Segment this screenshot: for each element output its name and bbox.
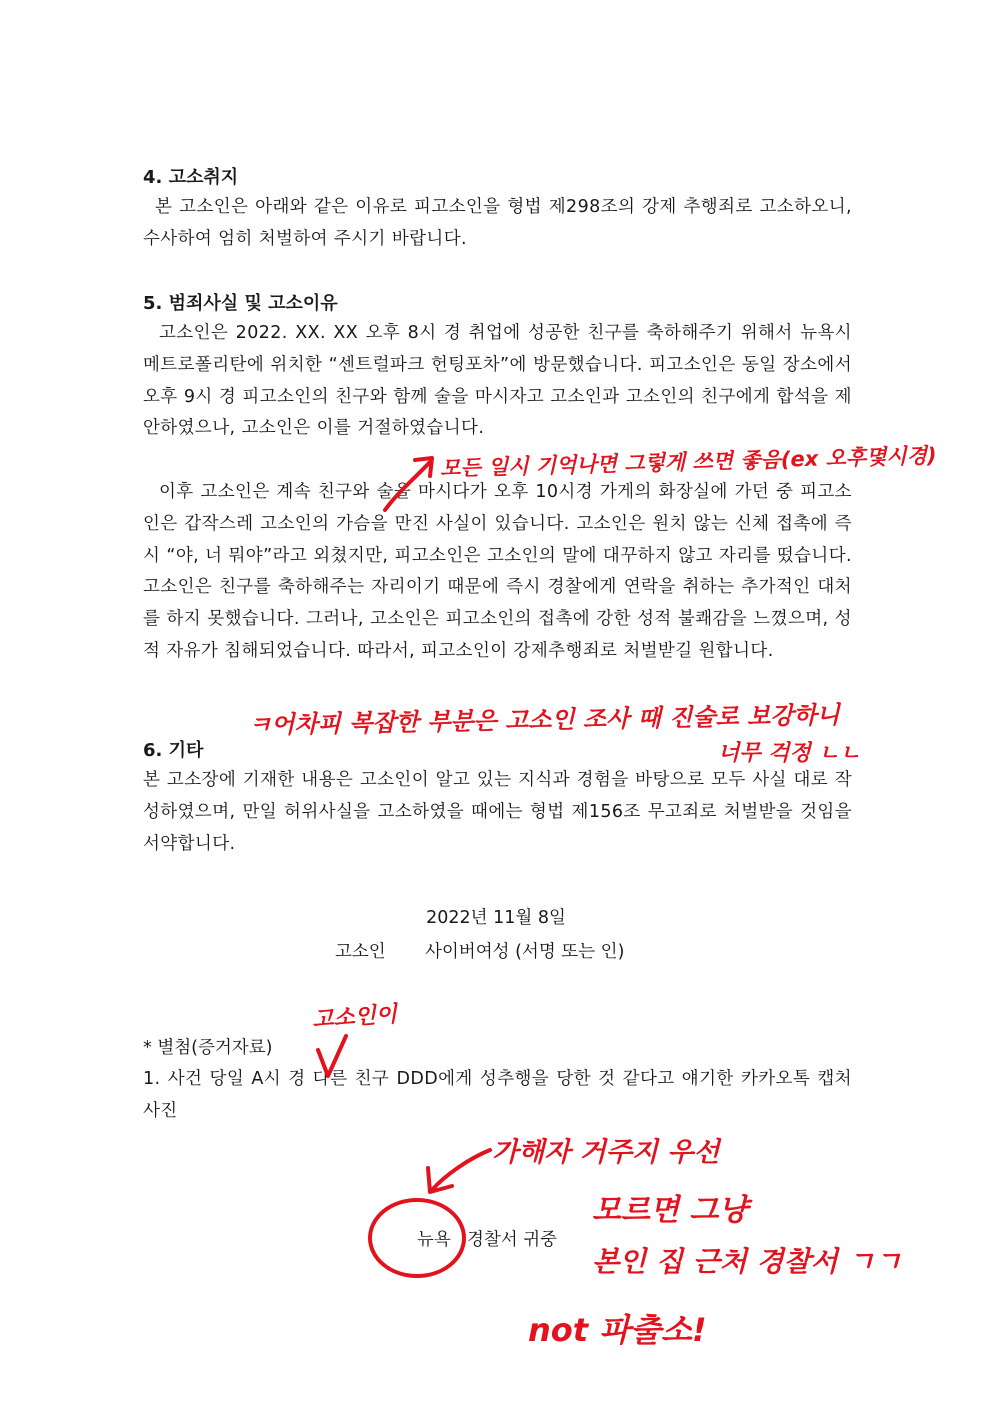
section-5-paragraph-1: 고소인은 2022. XX. XX 오후 8시 경 취업에 성공한 친구를 축하해주기 위해서 뉴욕시 메트로폴리탄에 위치한 “센트럴파크 헌팅포차”에 방문했습니다. 피고소인은 동일 장소에서 오후 9시 경 피고소인의 친구와 함께 술을 마시자고 고소인과 고소인의 친구에게 합석을 제안하였으나, 고소인은 이를 거절하였습니다. [143, 323, 852, 439]
complaint-date: 2022년 11월 8일 [426, 908, 566, 928]
attachments-heading: * 별첨(증거자료) [143, 1038, 273, 1058]
section-5-heading: 5. 범죄사실 및 고소이유 [143, 293, 338, 314]
annotation-note-vague-line-2: 너무 걱정 ㄴㄴ [718, 741, 861, 766]
annotation-note-vague-line-1: ㅋ어차피 복잡한 부분은 고소인 조사 때 진술로 보강하니 [247, 700, 840, 740]
attachment-item-1: 1. 사건 당일 A시 경 다른 친구 DDD에게 성추행을 당한 것 같다고 얘기한 카카오톡 캡처 사진 [143, 1069, 852, 1121]
annotation-note-police-line-2: 모르면 그냥 [592, 1193, 748, 1228]
section-5-paragraph-2: 이후 고소인은 계속 친구와 술을 마시다가 오후 10시경 가게의 화장실에 가던 중 피고소인은 갑작스레 고소인의 가슴을 만진 사실이 있습니다. 고소인은 원치 않는 신체 접촉에 즉시 “야, 너 뭐야”라고 외쳤지만, 피고소인은 고소인의 말에 대꾸하지 않고 자리를 떴습니다. 고소인은 친구를 축하해주는 자리이기 때문에 즉시 경찰에게 연락을 취하는 추가적인 대처를 하지 못했습니다. 그러나, 고소인은 피고소인의 접촉에 강한 성적 불쾌감을 느꼈으며, 성적 자유가 침해되었습니다. 따라서, 피고소인이 강제추행죄로 처벌받길 원합니다. [143, 482, 852, 661]
annotation-note-insert: 고소인이 [311, 1002, 398, 1033]
complainant-name: 사이버여성 (서명 또는 인) [425, 942, 625, 962]
complainant-label: 고소인 [335, 942, 386, 962]
section-4-body: 본 고소인은 아래와 같은 이유로 피고소인을 형법 제298조의 강제 추행죄로 고소하오니, 수사하여 엄히 처벌하여 주시기 바랍니다. [143, 197, 852, 249]
section-4-heading: 4. 고소취지 [143, 167, 239, 188]
annotation-note-police-line-4: not 파출소! [528, 1311, 707, 1349]
section-6-body: 본 고소장에 기재한 내용은 고소인이 알고 있는 지식과 경험을 바탕으로 모두 사실 대로 작성하였으며, 만일 허위사실을 고소하였을 때에는 형법 제156조 무고죄로 처벌받을 것임을 서약합니다. [143, 770, 852, 854]
recipient-office: 경찰서 귀중 [467, 1230, 558, 1250]
annotation-note-police-line-1: 가해자 거주지 우선 [492, 1137, 720, 1168]
section-6-heading: 6. 기타 [143, 740, 204, 761]
annotation-note-police-line-3: 본인 집 근처 경찰서 ㄱㄱ [592, 1245, 902, 1278]
recipient-city: 뉴욕 [417, 1230, 451, 1250]
annotation-note-date-unknown: 모든 일시 기억나면 그렇게 쓰면 좋음(ex 오후몇시경) [439, 443, 937, 481]
